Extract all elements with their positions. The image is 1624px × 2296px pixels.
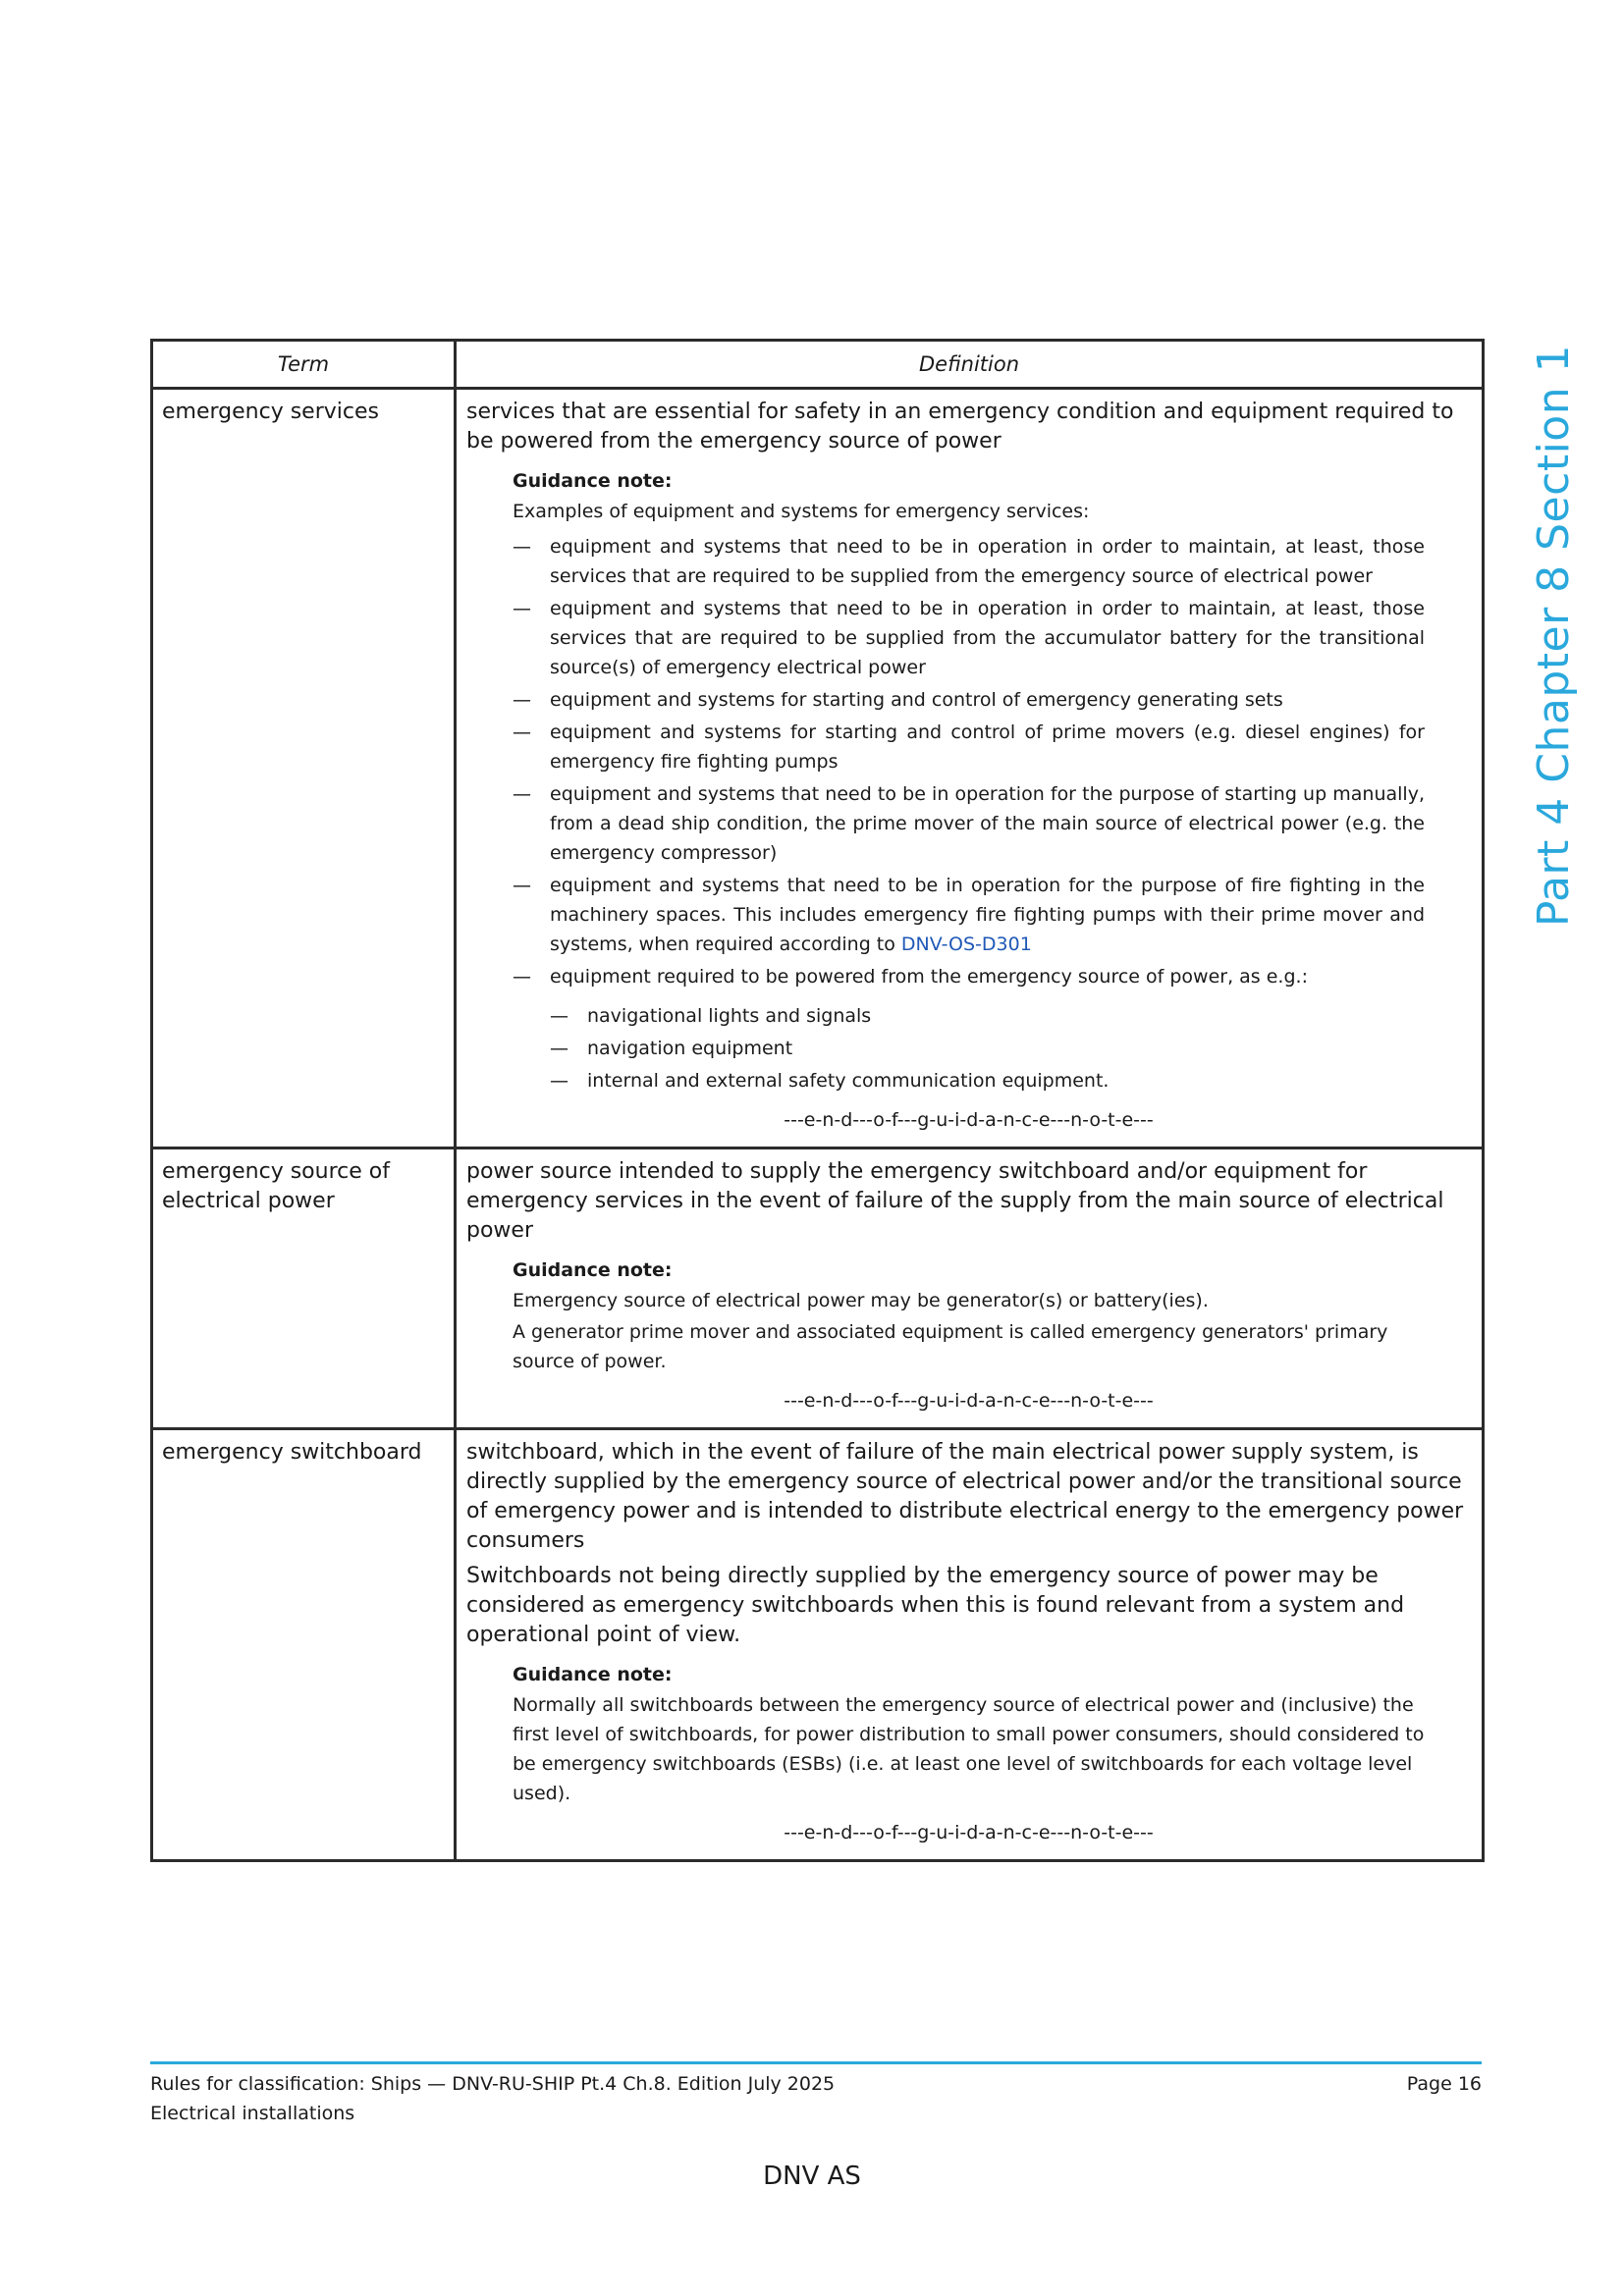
table-row xyxy=(152,389,1484,1148)
guidance-note xyxy=(513,466,1425,1135)
list-item: — equipment and systems for starting and control of prime movers (e.g. diesel engines) for emergency fire fighting pumps xyxy=(513,718,1425,776)
sublist-item: — navigational lights and signals xyxy=(550,1001,1425,1031)
definitions-table xyxy=(150,339,1485,1862)
guidance-intro: Examples of equipment and systems for emergency services: xyxy=(513,501,1090,522)
footer-divider xyxy=(150,2061,1482,2064)
definition-text: power source intended to supply the emergency switchboard and/or equipment for emergency services in the event of failure of the supply from the main source of electrical power xyxy=(466,1159,1444,1243)
guidance-end-marker: ---e-n-d---o-f---g-u-i-d-a-n-c-e---n-o-t-e--- xyxy=(784,1109,1154,1131)
guidance-end-marker: ---e-n-d---o-f---g-u-i-d-a-n-c-e---n-o-t-e--- xyxy=(784,1390,1154,1412)
definition-text-2: Switchboards not being directly supplied by the emergency source of power may be considered as emergency switchboards when this is found relevant from a system and operational point of view. xyxy=(466,1564,1405,1647)
sublist-item: — navigation equipment xyxy=(550,1034,1425,1063)
guidance-sublist xyxy=(550,1001,1425,1095)
list-item-text: equipment and systems that need to be in operation for the purpose of fire fighting in the machinery spaces. This includes emergency fire fighting pumps with their prime mover and systems, when required according to xyxy=(550,875,1425,955)
definition-cell xyxy=(456,389,1484,1148)
table-row xyxy=(152,1429,1484,1861)
guidance-note xyxy=(513,1660,1425,1847)
footer-page-number: Page 16 xyxy=(1406,2073,1482,2095)
list-item xyxy=(513,962,1425,1095)
header-definition: Definition xyxy=(456,341,1484,389)
side-section-title: Part 4 Chapter 8 Section 1 xyxy=(1529,344,1580,927)
header-term: Term xyxy=(152,341,456,389)
guidance-list xyxy=(513,532,1425,1095)
list-item: — equipment and systems for starting and control of emergency generating sets xyxy=(513,685,1425,715)
guidance-end-marker: ---e-n-d---o-f---g-u-i-d-a-n-c-e---n-o-t-e--- xyxy=(784,1822,1154,1843)
dnv-os-d301-link[interactable]: DNV-OS-D301 xyxy=(900,934,1032,955)
sublist-item: — internal and external safety communication equipment. xyxy=(550,1066,1425,1095)
definition-cell xyxy=(456,1148,1484,1429)
list-item: — equipment and systems that need to be in operation for the purpose of starting up manually, from a dead ship condition, the prime mover of the main source of electrical power (e.g. the emergency compressor) xyxy=(513,779,1425,868)
footer-left xyxy=(150,2069,835,2128)
table-header-row xyxy=(152,341,1484,389)
guidance-paragraph: Normally all switchboards between the emergency source of electrical power and (inclusive) the first level of switchboards, for power distribution to small power consumers, should considered to be emergency switchboards (ESBs) (i.e. at least one level of switchboards for each voltage level used). xyxy=(513,1694,1425,1804)
footer-chapter-title: Electrical installations xyxy=(150,2103,355,2124)
guidance-note-title: Guidance note: xyxy=(513,470,673,492)
footer-company: DNV AS xyxy=(763,2162,861,2191)
guidance-paragraph: Emergency source of electrical power may be generator(s) or battery(ies). xyxy=(513,1290,1209,1311)
list-item xyxy=(513,871,1425,959)
list-item-text: equipment required to be powered from the emergency source of power, as e.g.: xyxy=(550,966,1308,988)
guidance-note xyxy=(513,1255,1425,1415)
term-cell: emergency switchboard xyxy=(152,1429,456,1861)
guidance-note-title: Guidance note: xyxy=(513,1259,673,1281)
list-item: — equipment and systems that need to be in operation in order to maintain, at least, those services that are required to be supplied from the accumulator battery for the transitional source(s) of emergency electrical power xyxy=(513,594,1425,682)
footer-document-title: Rules for classification: Ships — DNV-RU-SHIP Pt.4 Ch.8. Edition July 2025 xyxy=(150,2073,836,2095)
side-section-title-container xyxy=(1525,346,1584,925)
term-cell: emergency source of electrical power xyxy=(152,1148,456,1429)
definition-cell xyxy=(456,1429,1484,1861)
guidance-note-title: Guidance note: xyxy=(513,1664,673,1685)
definition-text: services that are essential for safety in an emergency condition and equipment required to be powered from the emergency source of power xyxy=(466,400,1454,454)
list-item: — equipment and systems that need to be in operation in order to maintain, at least, those services that are required to be supplied from the emergency source of electrical power xyxy=(513,532,1425,591)
definition-text: switchboard, which in the event of failure of the main electrical power supply system, is directly supplied by the emergency source of electrical power and/or the transitional source of emergency power and is intended to distribute electrical energy to the emergency power consumers xyxy=(466,1440,1464,1553)
table-row xyxy=(152,1148,1484,1429)
guidance-paragraph: A generator prime mover and associated equipment is called emergency generators' primary source of power. xyxy=(513,1321,1388,1372)
term-cell: emergency services xyxy=(152,389,456,1148)
